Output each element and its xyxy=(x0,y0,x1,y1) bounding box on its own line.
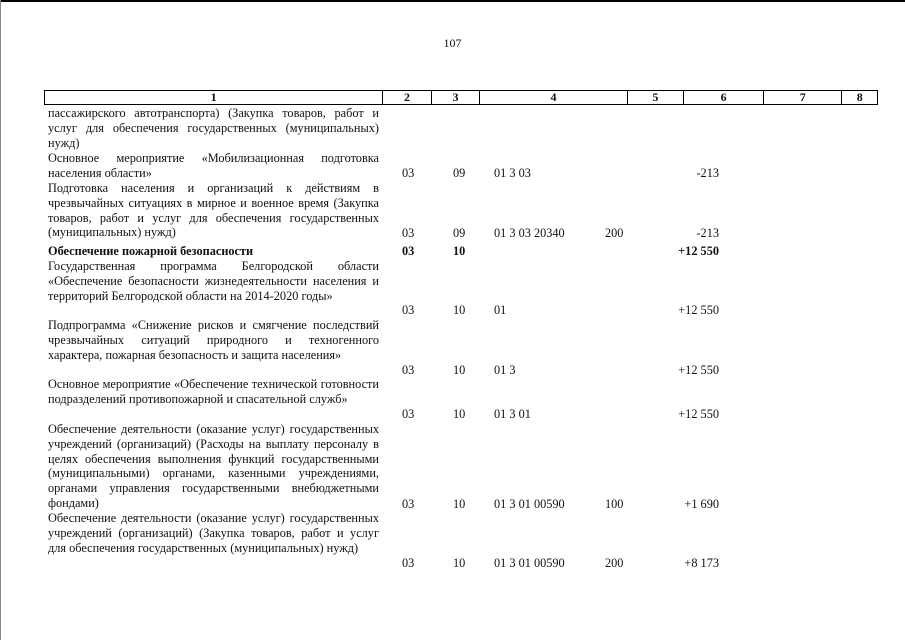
cell-section: 03 xyxy=(402,244,415,258)
cell-section: 03 xyxy=(402,226,415,240)
header-col-8: 8 xyxy=(856,90,863,104)
row-description: Обеспечение деятельности (оказание услуг) государственных учреждений (организаций) (Расходы на выплату персоналу в целях обеспечения выполнения функций государственными (муниципальными) органами, казенными учреждениями, органами управления государственными внебюджетными фондами) xyxy=(48,422,379,510)
header-col-1: 1 xyxy=(45,91,383,104)
cell-subsection: 10 xyxy=(453,497,466,511)
cell-target-article: 01 3 01 xyxy=(494,407,531,421)
cell-target-article: 01 3 xyxy=(494,363,516,377)
header-col-4: 4 xyxy=(480,91,627,104)
cell-amount: -213 xyxy=(696,226,719,240)
cell-target-article: 01 xyxy=(494,303,507,317)
row-description: Основное мероприятие «Мобилизационная подготовка населения области» xyxy=(48,151,379,180)
row-description: Подпрограмма «Снижение рисков и смягчение последствий чрезвычайных ситуаций природного и техногенного характера, пожарная безопасность и защита населения» xyxy=(48,318,379,362)
cell-expense-type: 200 xyxy=(605,556,624,570)
cell-section: 03 xyxy=(402,556,415,570)
table-header xyxy=(44,90,878,105)
row-description: Обеспечение деятельности (оказание услуг) государственных учреждений (организаций) (Закупка товаров, работ и услуг для обеспечения государственных (муниципальных) нужд) xyxy=(48,511,379,555)
cell-target-article: 01 3 03 xyxy=(494,166,531,180)
header-col-5: 5 xyxy=(628,91,684,104)
cell-amount: -213 xyxy=(696,166,719,180)
row-description: пассажирского автотранспорта) (Закупка товаров, работ и услуг для обеспечения государственных (муниципальных) нужд) xyxy=(48,106,379,150)
cell-amount: +12 550 xyxy=(678,407,719,421)
page-number: 107 xyxy=(443,36,462,50)
cell-subsection: 10 xyxy=(453,244,466,258)
cell-subsection: 10 xyxy=(453,303,466,317)
header-col-6: 6 xyxy=(684,91,764,104)
cell-subsection: 10 xyxy=(453,556,466,570)
cell-amount: +12 550 xyxy=(678,363,719,377)
cell-section: 03 xyxy=(402,166,415,180)
row-description: Обеспечение пожарной безопасности xyxy=(48,244,254,258)
row-description: Основное мероприятие «Обеспечение технической готовности подразделений противопожарной и спасательной служб» xyxy=(48,377,379,406)
cell-target-article: 01 3 01 00590 xyxy=(494,497,565,511)
cell-expense-type: 200 xyxy=(605,226,624,240)
cell-amount: +12 550 xyxy=(678,244,719,258)
cell-target-article: 01 3 01 00590 xyxy=(494,556,565,570)
row-description: Государственная программа Белгородской области «Обеспечение безопасности жизнедеятельности населения и территорий Белгородской области на 2014-2020 годы» xyxy=(48,259,379,303)
cell-amount: +1 690 xyxy=(684,497,719,511)
scan-left-edge xyxy=(0,0,1,640)
cell-subsection: 09 xyxy=(453,226,466,240)
cell-section: 03 xyxy=(402,407,415,421)
header-col-2: 2 xyxy=(383,91,431,104)
scan-top-edge xyxy=(0,0,905,2)
cell-section: 03 xyxy=(402,303,415,317)
row-description: Подготовка населения и организаций к действиям в чрезвычайных ситуациях в мирное и военное время (Закупка товаров, работ и услуг для обеспечения государственных (муниципальных) нужд) xyxy=(48,181,379,240)
cell-subsection: 10 xyxy=(453,407,466,421)
cell-section: 03 xyxy=(402,363,415,377)
cell-expense-type: 100 xyxy=(605,497,624,511)
cell-subsection: 10 xyxy=(453,363,466,377)
header-col-7: 7 xyxy=(764,91,842,104)
cell-target-article: 01 3 03 20340 xyxy=(494,226,565,240)
cell-amount: +8 173 xyxy=(684,556,719,570)
cell-section: 03 xyxy=(402,497,415,511)
header-col-3: 3 xyxy=(432,91,480,104)
cell-subsection: 09 xyxy=(453,166,466,180)
cell-amount: +12 550 xyxy=(678,303,719,317)
